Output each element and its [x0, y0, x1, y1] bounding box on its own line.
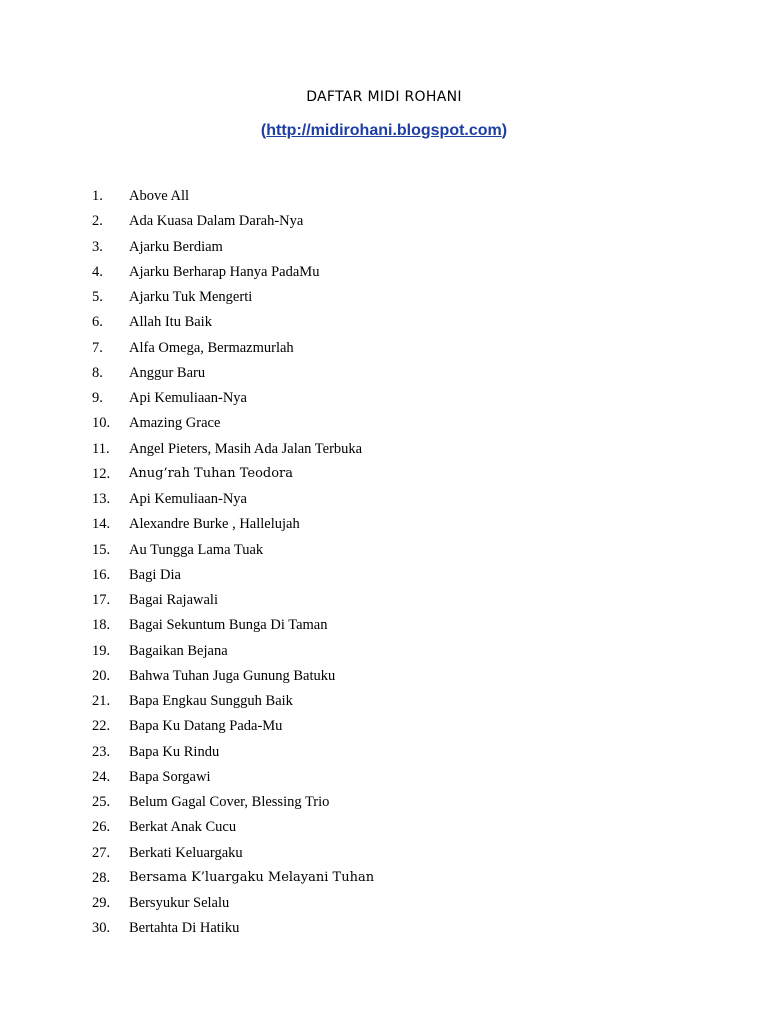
item-number: 7. — [92, 339, 103, 356]
song-title: Bagaikan Bejana — [129, 642, 228, 659]
list-item — [0, 312, 768, 337]
song-title: Above All — [129, 188, 190, 204]
song-title: Allah Itu Baik — [129, 314, 212, 331]
list-item — [0, 868, 768, 893]
list-item — [0, 767, 768, 792]
page-title: DAFTAR MIDI ROHANI — [306, 89, 462, 105]
item-number: 21. — [92, 693, 111, 709]
song-list — [0, 186, 768, 944]
item-number: 1. — [92, 188, 103, 204]
item-number: 25. — [92, 794, 111, 810]
song-title: Au Tungga Lama Tuak — [129, 541, 264, 558]
list-item — [0, 615, 768, 640]
item-number: 10. — [92, 415, 111, 432]
list-item — [0, 237, 768, 262]
item-number: 26. — [92, 819, 111, 836]
list-item — [0, 590, 768, 615]
item-number: 11. — [92, 440, 110, 457]
list-item — [0, 211, 768, 236]
list-item — [0, 363, 768, 388]
song-title: Alexandre Burke , Hallelujah — [129, 516, 300, 533]
url-close-paren: ) — [501, 122, 508, 139]
song-title: Angel Pieters, Masih Ada Jalan Terbuka — [129, 440, 363, 457]
item-number: 29. — [92, 895, 111, 911]
list-item — [0, 186, 768, 211]
source-url-line — [0, 122, 768, 140]
song-title: Bagai Sekuntum Bunga Di Taman — [129, 617, 328, 634]
item-number: 9. — [92, 390, 103, 406]
list-item — [0, 388, 768, 413]
item-number: 2. — [92, 213, 103, 230]
song-title: Api Kemuliaan-Nya — [129, 390, 247, 406]
item-number: 12. — [92, 465, 111, 482]
item-number: 16. — [92, 566, 111, 583]
item-number: 8. — [92, 364, 103, 381]
item-number: 14. — [92, 516, 111, 533]
list-item — [0, 893, 768, 918]
source-url-link[interactable]: http://midirohani.blogspot.com — [266, 122, 502, 139]
song-title: Bertahta Di Hatiku — [129, 920, 240, 937]
song-title: Bapa Engkau Sungguh Baik — [129, 693, 293, 709]
item-number: 4. — [92, 263, 103, 280]
song-title: Berkat Anak Cucu — [129, 819, 237, 836]
song-title: Belum Gagal Cover, Blessing Trio — [129, 794, 330, 810]
song-title: Bersama K’luargaku Melayani Tuhan — [129, 869, 375, 885]
item-number: 13. — [92, 491, 111, 507]
list-item — [0, 338, 768, 363]
list-item — [0, 691, 768, 716]
item-number: 23. — [92, 743, 111, 760]
list-item — [0, 514, 768, 539]
list-item — [0, 565, 768, 590]
song-title: Api Kemuliaan-Nya — [129, 491, 247, 507]
song-title: Bagi Dia — [129, 566, 181, 583]
list-item — [0, 918, 768, 943]
url-open-paren: ( — [260, 122, 267, 139]
list-item — [0, 843, 768, 868]
item-number: 22. — [92, 718, 111, 735]
item-number: 20. — [92, 667, 111, 684]
song-title: Alfa Omega, Bermazmurlah — [129, 339, 294, 356]
song-title: Ajarku Tuk Mengerti — [129, 289, 253, 305]
list-item — [0, 540, 768, 565]
song-title: Bahwa Tuhan Juga Gunung Batuku — [129, 667, 336, 684]
list-item — [0, 262, 768, 287]
item-number: 5. — [92, 289, 103, 305]
list-item — [0, 742, 768, 767]
song-title: Bapa Ku Datang Pada-Mu — [129, 718, 283, 735]
item-number: 19. — [92, 642, 111, 659]
list-item — [0, 792, 768, 817]
song-title: Bapa Ku Rindu — [129, 743, 220, 760]
item-number: 6. — [92, 314, 103, 331]
item-number: 30. — [92, 920, 111, 937]
list-item — [0, 666, 768, 691]
item-number: 3. — [92, 238, 103, 255]
list-item — [0, 287, 768, 312]
song-title: Anggur Baru — [129, 364, 206, 381]
item-number: 27. — [92, 844, 111, 861]
list-item — [0, 413, 768, 438]
item-number: 18. — [92, 617, 111, 634]
song-title: Ajarku Berdiam — [129, 238, 223, 255]
list-item — [0, 489, 768, 514]
list-item — [0, 464, 768, 489]
item-number: 28. — [92, 869, 111, 886]
song-title: Bapa Sorgawi — [129, 768, 211, 785]
item-number: 15. — [92, 541, 111, 558]
item-number: 17. — [92, 592, 111, 608]
song-title: Ajarku Berharap Hanya PadaMu — [129, 263, 320, 280]
list-item — [0, 716, 768, 741]
list-item — [0, 817, 768, 842]
list-item — [0, 439, 768, 464]
item-number: 24. — [92, 768, 111, 785]
list-item — [0, 641, 768, 666]
song-title: Bersyukur Selalu — [129, 895, 230, 911]
song-title: Berkati Keluargaku — [129, 844, 243, 861]
song-title: Ada Kuasa Dalam Darah-Nya — [129, 213, 304, 230]
song-title: Amazing Grace — [129, 415, 221, 432]
song-title: Anug’rah Tuhan Teodora — [129, 465, 294, 481]
song-title: Bagai Rajawali — [129, 592, 218, 608]
